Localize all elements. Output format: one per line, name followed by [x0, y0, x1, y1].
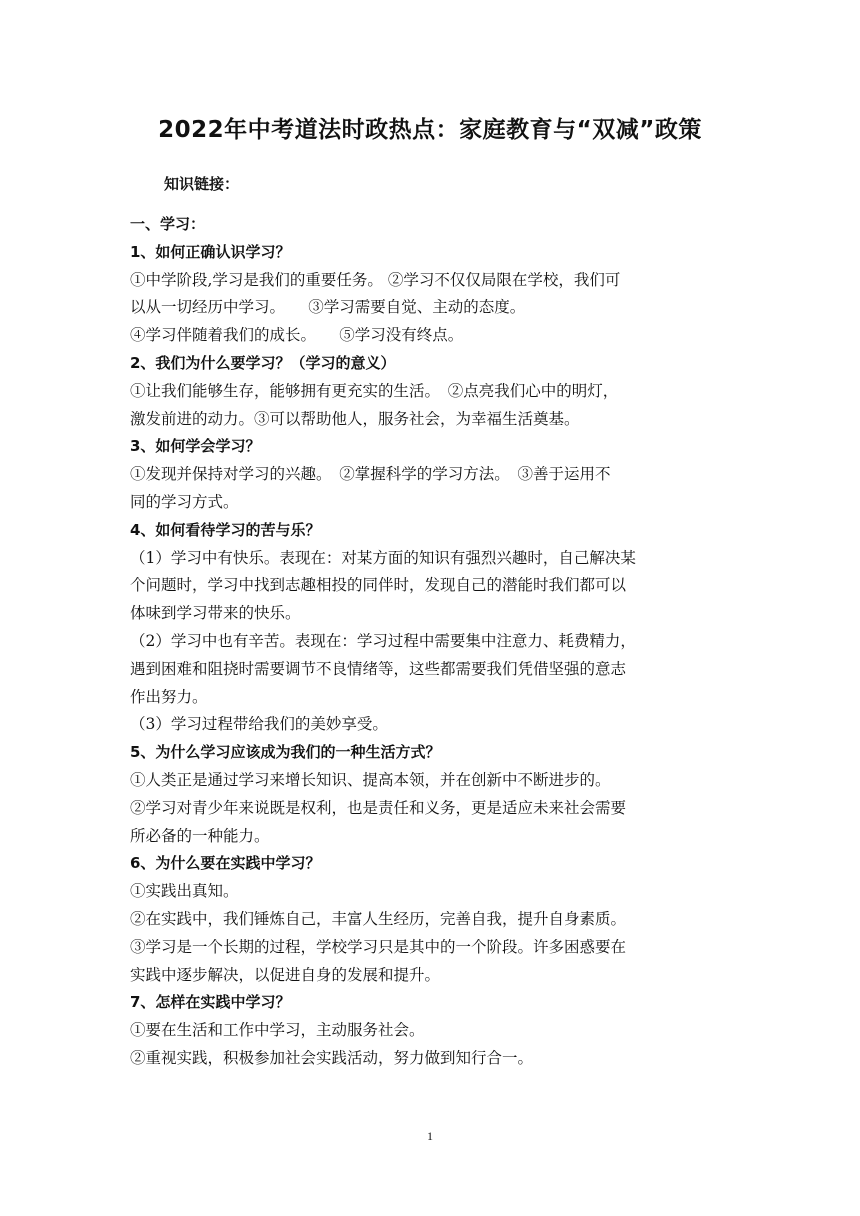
knowledge-link-label: 知识链接： — [164, 175, 240, 193]
section-heading: 1、如何正确认识学习？ — [130, 242, 291, 261]
body-text-line: 激发前进的动力。③可以帮助他人，服务社会，为幸福生活奠基。 — [130, 409, 580, 428]
document-title: 2022年中考道法时政热点：家庭教育与“双减”政策 — [158, 117, 702, 143]
body-text-line: ①发现并保持对学习的兴趣。 ②掌握科学的学习方法。 ③善于运用不 — [130, 465, 611, 484]
body-text-line: ②在实践中，我们锤炼自己，丰富人生经历，完善自我，提升自身素质。 — [130, 909, 627, 928]
page-number: 1 — [427, 1129, 433, 1143]
body-text-line: ①让我们能够生存，能够拥有更充实的生活。 ②点亮我们心中的明灯， — [130, 381, 619, 400]
body-text-line: （3）学习过程带给我们的美妙享受。 — [130, 715, 388, 734]
body-text-line: ③学习是一个长期的过程，学校学习只是其中的一个阶段。许多困惑要在 — [130, 937, 627, 956]
body-text-line: ②学习对青少年来说既是权利，也是责任和义务，更是适应未来社会需要 — [130, 798, 627, 817]
body-text-line: ②重视实践，积极参加社会实践活动，努力做到知行合一。 — [130, 1048, 534, 1067]
body-text-line: （2）学习中也有辛苦。表现在：学习过程中需要集中注意力、耗费精力， — [130, 631, 636, 650]
section-heading: 6、为什么要在实践中学习？ — [130, 854, 321, 873]
body-text-line: 所必备的一种能力。 — [130, 826, 270, 845]
body-text-line: ①人类正是通过学习来增长知识、提高本领，并在创新中不断进步的。 — [130, 770, 611, 789]
section-heading: 5、为什么学习应该成为我们的一种生活方式？ — [130, 743, 441, 762]
body-text-line: （1）学习中有快乐。表现在：对某方面的知识有强烈兴趣时，自己解决某 — [130, 548, 636, 567]
body-text-line: 以从一切经历中学习。 ③学习需要自觉、主动的态度。 — [130, 298, 526, 317]
body-text-line: 遇到困难和阻挠时需要调节不良情绪等，这些都需要我们凭借坚强的意志 — [130, 659, 627, 678]
section-heading: 7、怎样在实践中学习？ — [130, 993, 291, 1012]
section-heading: 2、我们为什么要学习？（学习的意义） — [130, 353, 396, 372]
body-text-line: 实践中逐步解决，以促进自身的发展和提升。 — [130, 965, 441, 984]
body-text-line: ④学习伴随着我们的成长。 ⑤学习没有终点。 — [130, 326, 464, 345]
body-text-line: ①中学阶段,学习是我们的重要任务。 ②学习不仅仅局限在学校，我们可 — [130, 270, 621, 289]
body-text-line: ①实践出真知。 — [130, 882, 239, 901]
body-text-line: 个问题时，学习中找到志趣相投的同伴时，发现自己的潜能时我们都可以 — [130, 576, 627, 595]
body-text-line: ①要在生活和工作中学习，主动服务社会。 — [130, 1021, 425, 1040]
body-text-line: 同的学习方式。 — [130, 492, 239, 511]
body-text-line: 作出努力。 — [130, 687, 208, 706]
body-text-line: 体味到学习带来的快乐。 — [130, 604, 301, 623]
document-body — [130, 211, 730, 1073]
section-heading: 4、如何看待学习的苦与乐？ — [130, 520, 321, 539]
section-heading: 3、如何学会学习？ — [130, 437, 261, 456]
section-heading: 一、学习： — [130, 215, 206, 233]
